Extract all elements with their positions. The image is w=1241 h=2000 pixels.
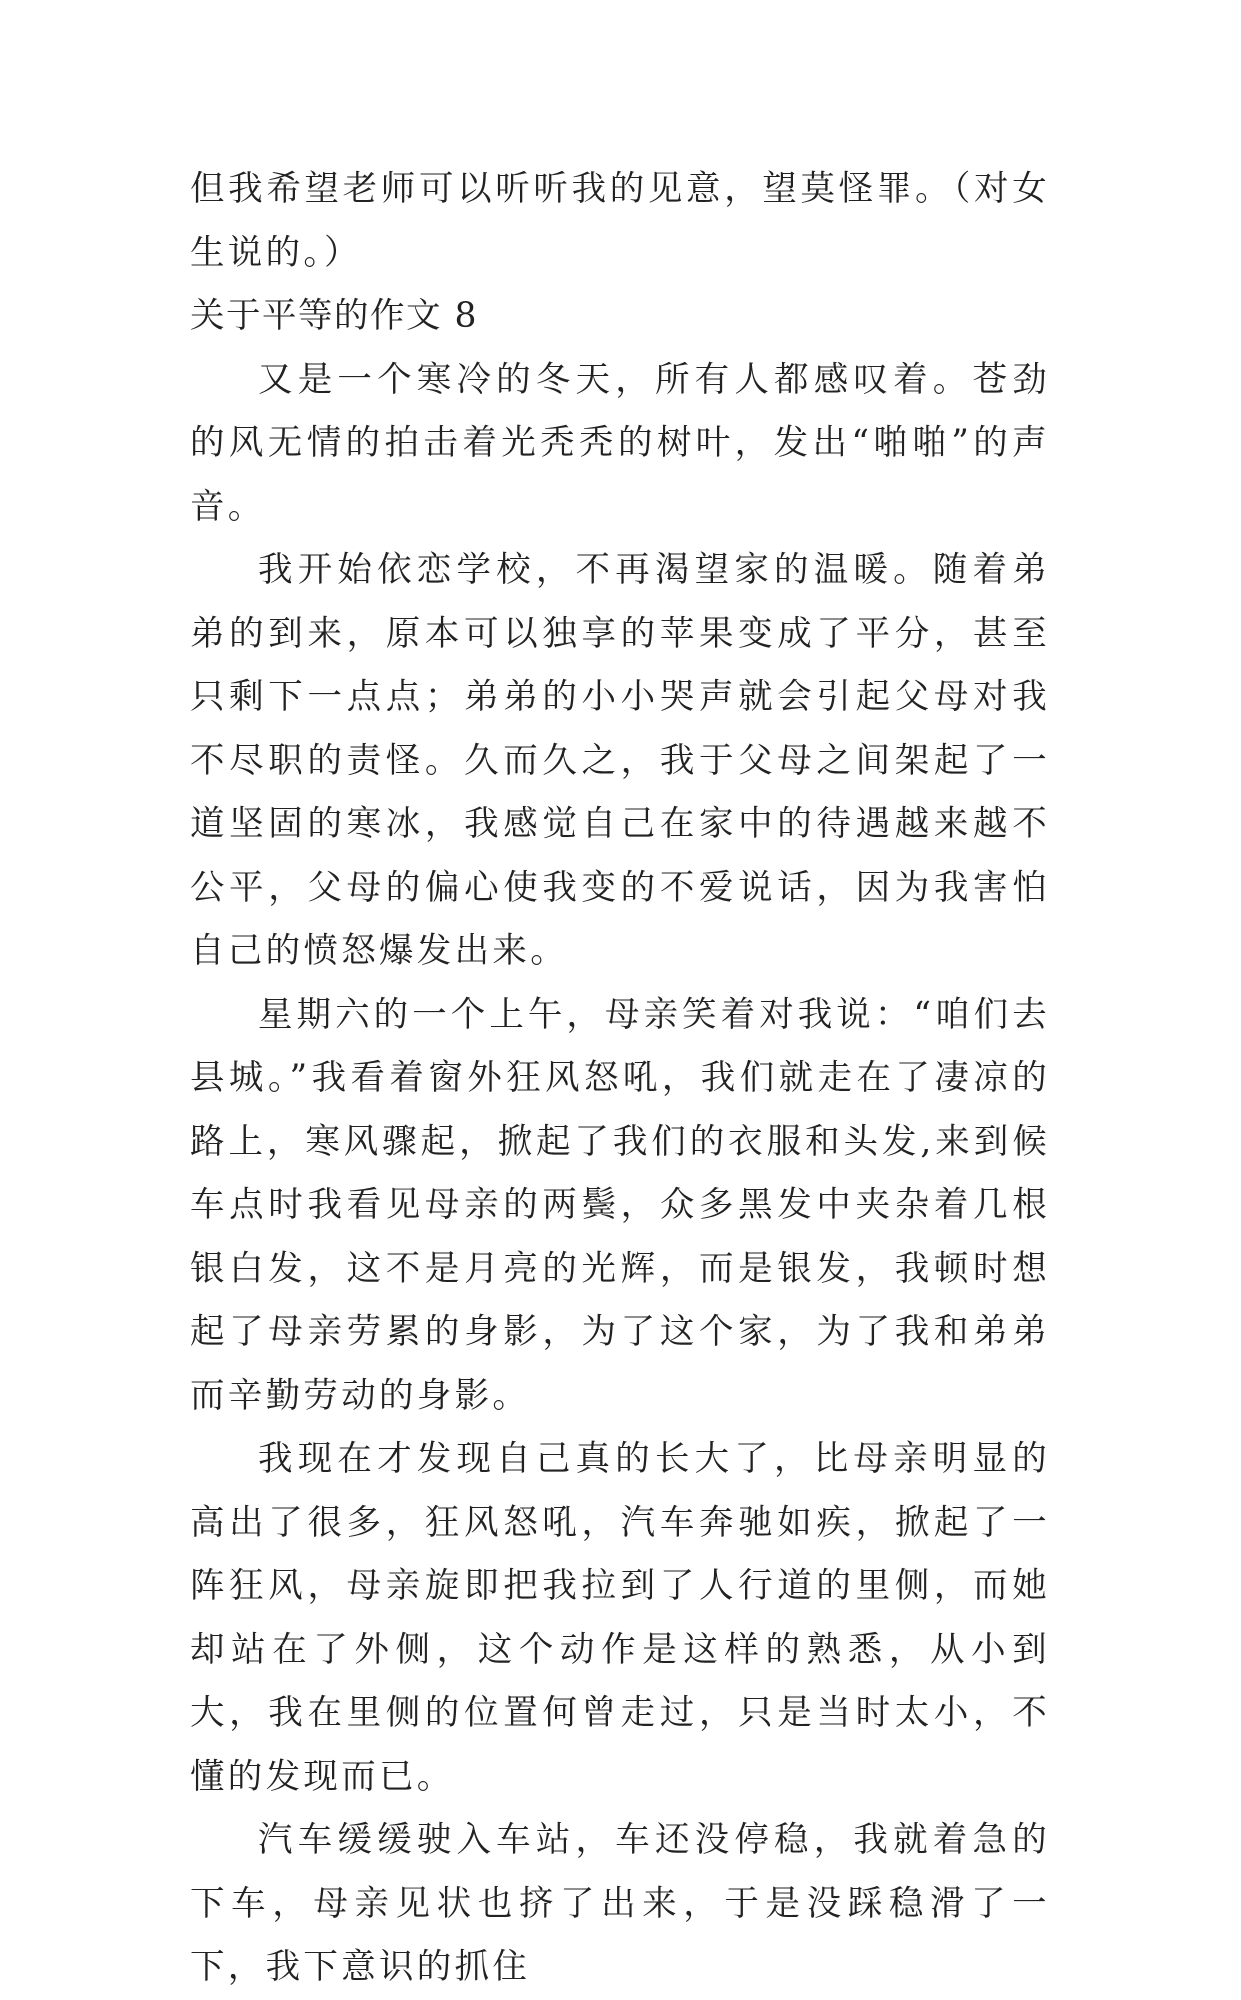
paragraph: 星期六的一个上午，母亲笑着对我说：“咱们去县城。”我看着窗外狂风怒吼，我们就走在了凄凉的路上，寒风骤起，掀起了我们的衣服和头发,来到候车点时我看见母亲的两鬓，众多黑发中夹杂着几根银白发，这不是月亮的光辉，而是银发，我顿时想起了母亲劳累的身影，为了这个家，为了我和弟弟而辛勤劳动的身影。 bbox=[190, 994, 1050, 1416]
paragraph-closing-note: 但我希望老师可以听听我的见意，望莫怪罪。（对女生说的。） bbox=[190, 169, 1050, 273]
paragraph: 我开始依恋学校，不再渴望家的温暖。随着弟弟的到来，原本可以独享的苹果变成了平分，甚至只剩下一点点；弟弟的小小哭声就会引起父母对我不尽职的责怪。久而久之，我于父母之间架起了一道坚固的寒冰，我感觉自己在家中的待遇越来越不公平，父母的偏心使我变的不爱说话，因为我害怕自己的愤怒爆发出来。 bbox=[190, 550, 1050, 971]
paragraph: 汽车缓缓驶入车站，车还没停稳，我就着急的下车，母亲见状也挤了出来，于是没踩稳滑了一下，我下意识的抓住 bbox=[190, 1820, 1050, 1987]
paragraph: 我现在才发现自己真的长大了，比母亲明显的高出了很多，狂风怒吼，汽车奔驰如疾，掀起了一阵狂风，母亲旋即把我拉到了人行道的里侧，而她却站在了外侧，这个动作是这样的熟悉，从小到大，我在里侧的位置何曾走过，只是当时太小，不懂的发现而已。 bbox=[190, 1439, 1050, 1797]
essay-text bbox=[190, 158, 1050, 2000]
essay-title: 关于平等的作文 8 bbox=[190, 296, 478, 336]
paragraph: 又是一个寒冷的冬天，所有人都感叹着。苍劲的风无情的拍击着光秃秃的树叶，发出“啪啪”的声音。 bbox=[190, 359, 1050, 527]
